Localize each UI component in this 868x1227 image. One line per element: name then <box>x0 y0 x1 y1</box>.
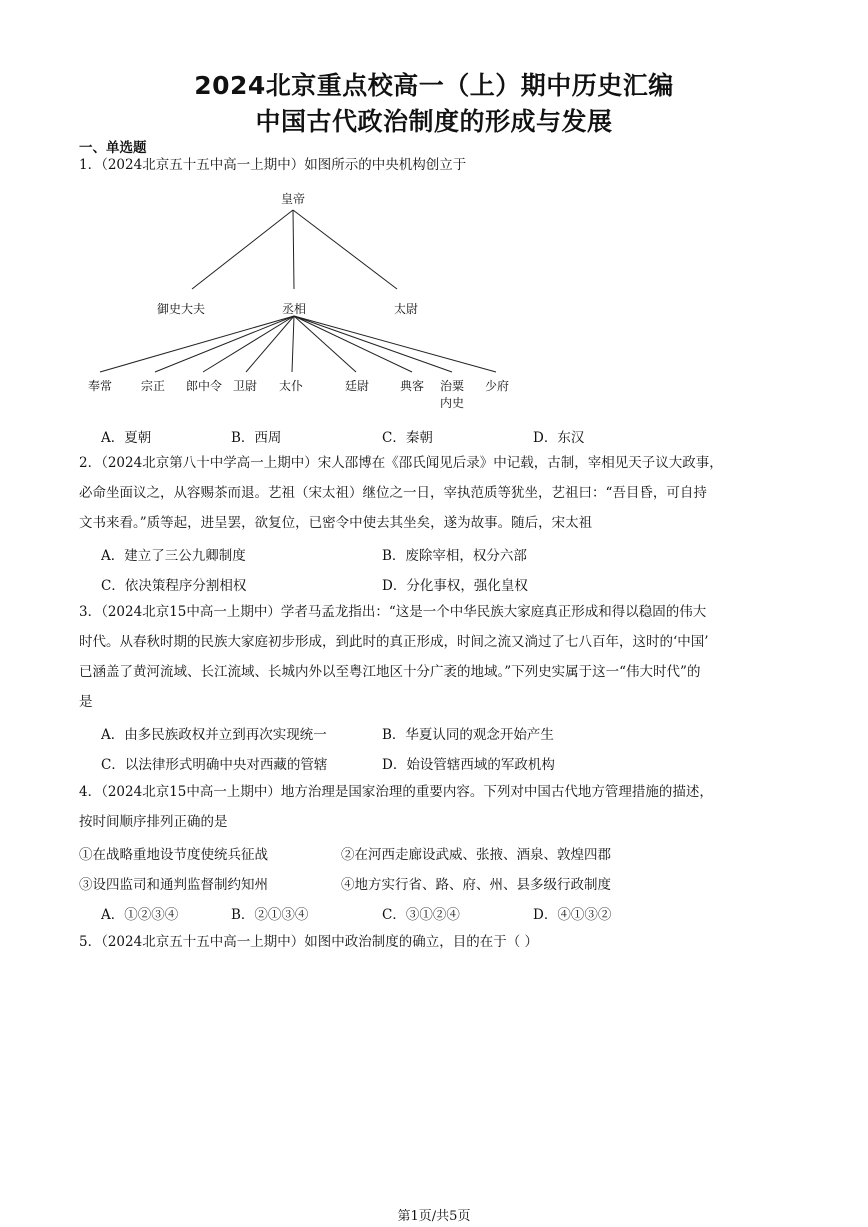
q4-item-4: ④地方实行省、路、府、州、县多级行政制度 <box>341 877 611 893</box>
q4-line-2: 按时间顺序排列正确的是 <box>79 814 228 830</box>
q1-option-a: A．夏朝 <box>101 430 152 446</box>
diagram-node-dianke: 典客 <box>399 379 425 393</box>
q3-line-2: 时代。从春秋时期的民族大家庭初步形成，到此时的真正形成，时间之流又淌过了七八百年，这时的‘中国’ <box>79 634 709 650</box>
q3-option-b: B．华夏认同的观念开始产生 <box>382 727 554 743</box>
diagram-node-fengchang: 奉常 <box>87 379 113 393</box>
q2-option-a: A．建立了三公九卿制度 <box>101 548 246 564</box>
q3-line-1: 3．（2024北京15中高一上期中）学者马孟龙指出：“这是一个中华民族大家庭真正形成和得以稳固的伟大 <box>79 604 707 620</box>
q3-option-c: C．以法律形式明确中央对西藏的管辖 <box>101 757 328 773</box>
q3-option-d: D．始设管辖西域的军政机构 <box>382 757 555 773</box>
q3-option-a: A．由多民族政权并立到再次实现统一 <box>101 727 327 743</box>
q1-option-d: D．东汉 <box>533 430 585 446</box>
q3-line-3: 已涵盖了黄河流域、长江流域、长城内外以至粤江地区十分广袤的地域。”下列史实属于这一“伟大时代”的 <box>79 664 701 680</box>
diagram-node-weiwei: 卫尉 <box>232 379 258 393</box>
diagram-node-shaofu: 少府 <box>484 379 510 393</box>
diagram-node-yushidafu: 御史大夫 <box>156 302 206 316</box>
q4-option-a: A．①②③④ <box>101 907 179 923</box>
page-footer: 第1页/共5页 <box>397 1209 471 1224</box>
q4-item-1: ①在战略重地设节度使统兵征战 <box>79 847 268 863</box>
section-heading: 一、单选题 <box>79 140 147 156</box>
q1-option-c: C．秦朝 <box>382 430 433 446</box>
q4-option-c: C．③①②④ <box>382 907 460 923</box>
q2-option-d: D．分化事权，强化皇权 <box>382 578 528 594</box>
diagram-node-root: 皇帝 <box>280 192 306 206</box>
q1-stem: 1．（2024北京五十五中高一上期中）如图所示的中央机构创立于 <box>79 157 467 173</box>
q5-stem: 5．（2024北京五十五中高一上期中）如图中政治制度的确立，目的在于（ ） <box>79 934 538 950</box>
q2-line-3: 文书来看。”质等起，进呈罢，欲复位，已密令中使去其坐矣，遂为故事。随后，宋太祖 <box>79 515 593 531</box>
diagram-node-taiwei: 太尉 <box>393 302 419 316</box>
q2-line-1: 2．（2024北京第八十中学高一上期中）宋人邵博在《邵氏闻见后录》中记载，古制，宰相见天子议大政事， <box>79 455 723 471</box>
q1-option-b: B．西周 <box>231 430 282 446</box>
q3-line-4: 是 <box>79 694 93 710</box>
diagram-node-neishi: 内史 <box>439 396 465 410</box>
q4-item-3: ③设四监司和通判监督制约知州 <box>79 877 268 893</box>
diagram-node-zongzheng: 宗正 <box>140 379 166 393</box>
diagram-node-tingwei: 廷尉 <box>344 379 370 393</box>
q4-line-1: 4．（2024北京15中高一上期中）地方治理是国家治理的重要内容。下列对中国古代地方管理措施的描述， <box>79 784 713 800</box>
q2-line-2: 必命坐面议之，从容赐茶而退。艺祖（宋太祖）继位之一日，宰执范质等犹坐，艺祖曰：“吾目昏，可自持 <box>79 485 707 501</box>
q2-option-b: B．废除宰相，权分六部 <box>382 548 527 564</box>
diagram-node-langzhongling: 郎中令 <box>185 379 223 393</box>
document-title: 2024北京重点校高一（上）期中历史汇编 <box>194 71 674 100</box>
q4-option-b: B．②①③④ <box>231 907 309 923</box>
q4-option-d: D．④①③② <box>533 907 612 923</box>
diagram-node-taipu: 太仆 <box>278 379 304 393</box>
diagram-node-zhisu: 治粟 <box>439 379 465 393</box>
q4-item-2: ②在河西走廊设武威、张掖、酒泉、敦煌四郡 <box>341 847 611 863</box>
q2-option-c: C．依决策程序分割相权 <box>101 578 247 594</box>
document-subtitle: 中国古代政治制度的形成与发展 <box>255 107 613 136</box>
q1-diagram <box>0 185 868 415</box>
diagram-node-chengxiang: 丞相 <box>281 302 307 316</box>
